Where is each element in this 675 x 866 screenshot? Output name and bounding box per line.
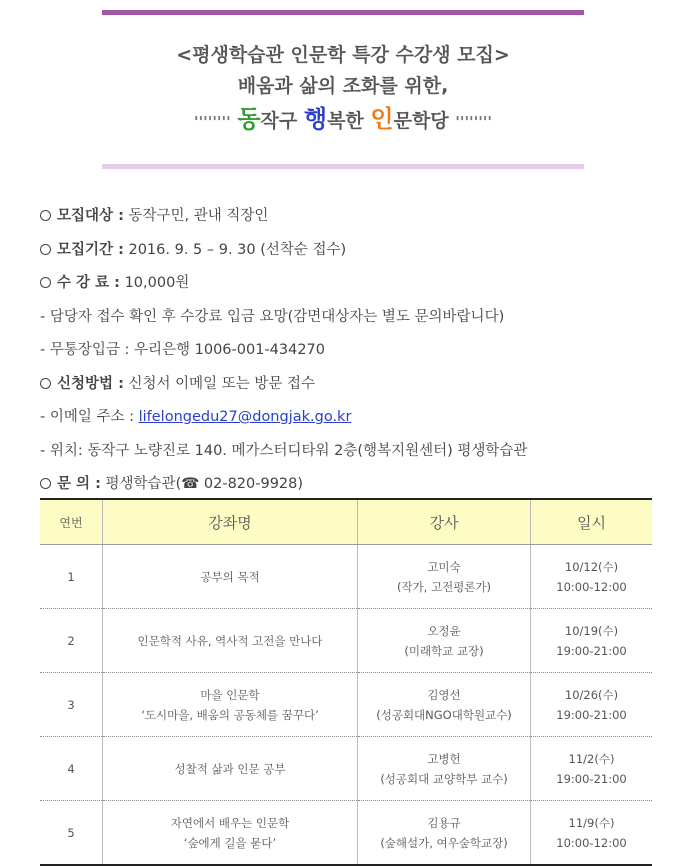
row-datetime (531, 737, 653, 801)
time: 19:00-21:00 (556, 771, 627, 786)
title-block (0, 40, 675, 140)
header-title: 강좌명 (103, 499, 358, 545)
slogan-char-dong: 동 (237, 105, 261, 133)
lecturer-note: (작가, 고전평론가) (396, 579, 492, 594)
bottom-divider-bar (102, 164, 584, 169)
lecturer-note: (미래학교 교장) (404, 643, 484, 658)
info-section (40, 203, 660, 505)
title-subline: ‘도시마을, 배움의 공동체를 꿈꾸다’ (141, 707, 319, 722)
table-row (40, 673, 652, 737)
header-no: 연번 (40, 499, 103, 545)
info-note-bank: - 무통장입금 : 우리은행 1006-001-434270 (40, 342, 326, 358)
circle-bullet-icon (40, 478, 51, 489)
info-note-payment: - 담당자 접수 확인 후 수강료 입금 요망(감면대상자는 별도 문의바랍니다) (40, 308, 505, 325)
row-title (103, 673, 358, 737)
circle-bullet-icon (40, 378, 51, 389)
circle-bullet-icon (40, 244, 51, 255)
row-datetime (531, 609, 653, 673)
slogan-word-2: 복한 (327, 110, 364, 132)
page-subtitle: 배움과 삶의 조화를 위한, (237, 75, 449, 97)
header-datetime: 일시 (531, 499, 653, 545)
row-no: 2 (40, 609, 103, 673)
title-line: 공부의 목적 (200, 569, 260, 584)
table-row (40, 801, 652, 866)
lecturer-name: 김용규 (427, 815, 461, 830)
slogan-line (0, 101, 675, 140)
lecturer-name: 고미숙 (427, 559, 461, 574)
circle-bullet-icon (40, 277, 51, 288)
title-line: 마을 인문학 (200, 687, 260, 702)
lecturer-note: (숲해설가, 여우숲학교장) (380, 835, 508, 850)
info-apply (40, 371, 660, 405)
lecturer-name: 김영선 (427, 687, 461, 702)
slogan-ticks-right: '''''''' (455, 113, 493, 131)
row-no: 3 (40, 673, 103, 737)
circle-bullet-icon (40, 210, 51, 221)
slogan-char-in: 인 (370, 105, 394, 133)
lecturer-name: 고병헌 (427, 751, 461, 766)
slogan-ticks-left: '''''''' (193, 113, 231, 131)
contact-label: 문 의 : (57, 476, 101, 492)
date: 11/2(수) (568, 751, 615, 766)
date: 10/19(수) (564, 623, 619, 638)
contact-value: 평생학습관(☎ 02-820-9928) (105, 476, 304, 492)
apply-label: 신청방법 : (57, 375, 124, 392)
lecturer-note: (성공회대 교양학부 교수) (380, 771, 508, 786)
row-title (103, 801, 358, 866)
lecture-schedule-table (40, 498, 652, 866)
top-divider-bar (102, 10, 584, 15)
row-lecturer (358, 801, 531, 866)
info-email (40, 404, 660, 438)
title-line: 인문학적 사유, 역사적 고전을 만나다 (137, 633, 323, 648)
row-lecturer (358, 545, 531, 609)
row-lecturer (358, 737, 531, 801)
row-datetime (531, 801, 653, 866)
email-link[interactable]: lifelongedu27@dongjak.go.kr (138, 409, 352, 425)
header-lecturer: 강사 (358, 499, 531, 545)
info-period (40, 237, 660, 271)
row-datetime (531, 545, 653, 609)
slogan-word-3: 문학당 (393, 110, 449, 132)
table-row (40, 609, 652, 673)
info-target (40, 203, 660, 237)
apply-value: 신청서 이메일 또는 방문 접수 (128, 375, 316, 392)
title-line: 자연에서 배우는 인문학 (170, 815, 290, 830)
fee-label: 수 강 료 : (57, 275, 120, 291)
date: 10/26(수) (564, 687, 619, 702)
period-label: 모집기간 : (57, 241, 124, 258)
row-no: 5 (40, 801, 103, 866)
row-no: 4 (40, 737, 103, 801)
slogan-word-1: 작구 (260, 110, 298, 132)
fee-value: 10,000원 (124, 275, 190, 291)
time: 10:00-12:00 (556, 835, 627, 850)
page-title: <평생학습관 인문학 특강 수강생 모집> (176, 44, 510, 66)
date: 10/12(수) (564, 559, 619, 574)
row-title (103, 545, 358, 609)
table-row (40, 545, 652, 609)
info-location: - 위치: 동작구 노량진로 140. 메가스터디타워 2층(행복지원센터) 평생학습관 (40, 442, 528, 459)
table-row (40, 737, 652, 801)
row-lecturer (358, 673, 531, 737)
title-line: 성찰적 삶과 인문 공부 (174, 761, 286, 776)
time: 10:00-12:00 (556, 579, 627, 594)
lecturer-note: (성공회대NGO대학원교수) (376, 707, 512, 722)
slogan-char-haeng: 행 (303, 105, 328, 133)
target-value: 동작구민, 관내 직장인 (128, 208, 269, 224)
title-subline: ‘숲에게 길을 묻다’ (183, 835, 277, 850)
period-value: 2016. 9. 5 – 9. 30 (선착순 접수) (128, 241, 347, 258)
row-datetime (531, 673, 653, 737)
time: 19:00-21:00 (556, 643, 627, 658)
lecturer-name: 오정윤 (427, 623, 461, 638)
email-prefix: - 이메일 주소 : (40, 409, 139, 425)
row-no: 1 (40, 545, 103, 609)
date: 11/9(수) (568, 815, 615, 830)
row-title (103, 737, 358, 801)
target-label: 모집대상 : (57, 208, 124, 224)
time: 19:00-21:00 (556, 707, 627, 722)
info-fee (40, 270, 660, 304)
row-lecturer (358, 609, 531, 673)
table-header-row (40, 499, 652, 545)
row-title (103, 609, 358, 673)
